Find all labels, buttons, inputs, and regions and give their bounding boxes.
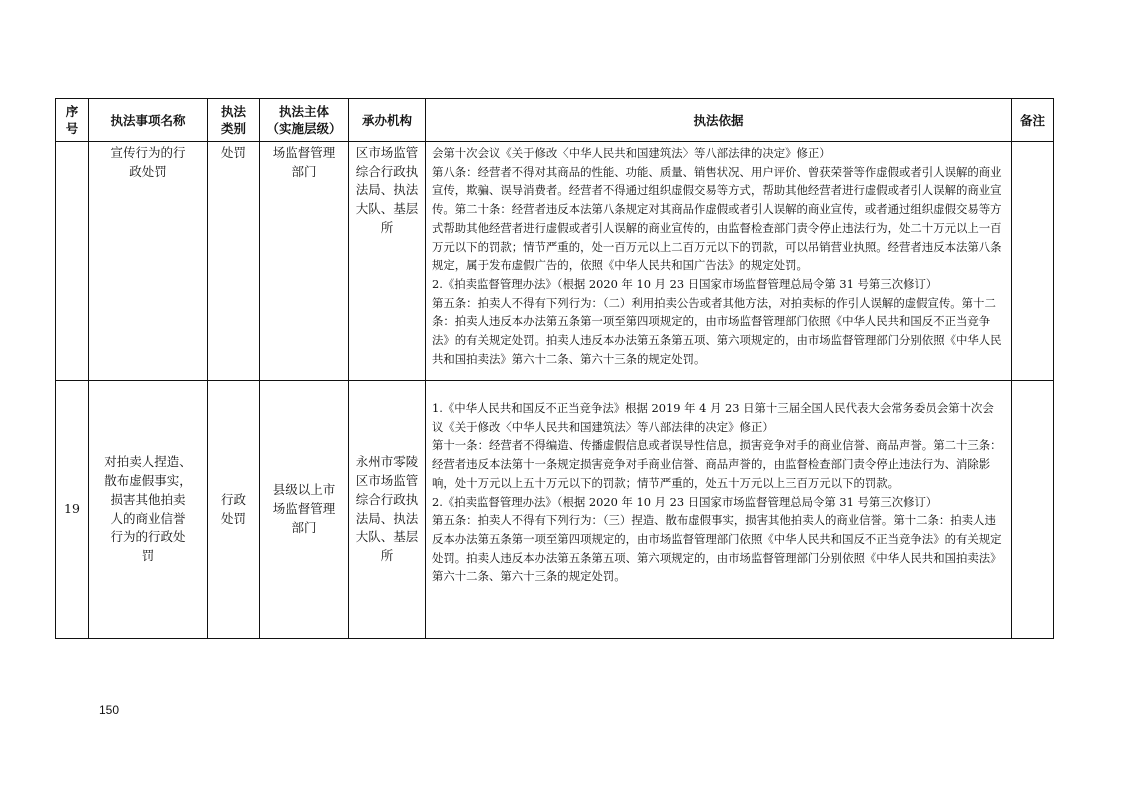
cell-subject xyxy=(260,381,349,639)
header-subject xyxy=(260,99,349,142)
cell-item-name-text: 对拍卖人捏造、 散布虚假事实， 损害其他拍卖 人的商业信誉 行为的行政处 罚 xyxy=(104,454,192,563)
table-row xyxy=(56,142,1054,381)
basis-paragraph: 第八条：经营者不得对其商品的性能、功能、质量、销售状况、用户评价、曾获荣誉等作虚假或者引人误解的商业宣传，欺骗、误导消费者。经营者不得通过组织虚假交易等方式，帮助其他经营者进行虚假或者引人误解的商业宣传。第二十条：经营者违反本法第八条规定对其商品作虚假或者引人误解的商业宣传，或者通过组织虚假交易等方式帮助其他经营者进行虚假或者引人误解的商业宣传的，由监督检查部门责令停止违法行为，处二十万元以上一百万元以下的罚款；情节严重的，处一百万元以上二百万元以下的罚款，可以吊销营业执照。经营者违反本法第八条规定，属于发布虚假广告的，依照《中华人民共和国广告法》的规定处罚。 xyxy=(432,164,1002,273)
cell-subject-text: 县级以上市 场监督管理 部门 xyxy=(272,482,336,535)
cell-remarks xyxy=(1012,142,1054,381)
header-item-name: 执法事项名称 xyxy=(89,99,208,142)
cell-item-name-text: 宣传行为的行 政处罚 xyxy=(110,145,186,179)
basis-paragraph: 第五条：拍卖人不得有下列行为：（二）利用拍卖公告或者其他方法，对拍卖标的作引人误解的虚假宣传。第十二条：拍卖人违反本办法第五条第一项至第四项规定的，由市场监督管理部门依照《中华人民共和国反不正当竞争法》的有关规定处罚。拍卖人违反本办法第五条第五项、第六项规定的，由市场监督管理部门分别依照《中华人民共和国拍卖法》第六十二条、第六十三条的规定处罚。 xyxy=(432,295,1002,366)
basis-paragraph: 2.《拍卖监督管理办法》（根据 2020 年 10 月 23 日国家市场监督管理总局令第 31 号第三次修订） xyxy=(432,494,938,509)
table-header-row xyxy=(56,99,1054,142)
table-row xyxy=(56,381,1054,639)
header-subject-line1: 执法主体 xyxy=(278,104,329,119)
header-remarks: 备注 xyxy=(1012,99,1054,142)
page-number: 150 xyxy=(99,703,120,717)
header-seq xyxy=(56,99,89,142)
cell-remarks xyxy=(1012,381,1054,639)
cell-basis xyxy=(426,142,1012,381)
cell-category xyxy=(208,381,260,639)
cell-agency xyxy=(349,381,426,639)
basis-paragraph: 1.《中华人民共和国反不正当竞争法》根据 2019 年 4 月 23 日第十三届全国人民代表大会常务委员会第十次会议《关于修改〈中华人民共和国建筑法〉等八部法律的决定》修正） xyxy=(432,401,994,434)
header-category-label: 执法类别 xyxy=(220,104,246,136)
header-basis: 执法依据 xyxy=(426,99,1012,142)
cell-category-text: 处罚 xyxy=(220,145,246,160)
cell-category-text: 行政 处罚 xyxy=(220,491,246,526)
header-agency: 承办机构 xyxy=(349,99,426,142)
cell-basis xyxy=(426,381,1012,639)
cell-item-name xyxy=(89,142,208,381)
cell-category xyxy=(208,142,260,381)
cell-subject-text: 场监督管理 部门 xyxy=(272,145,336,179)
cell-agency-text: 区市场监管 综合行政执 法局、执法 大队、基层 所 xyxy=(355,145,419,235)
cell-agency xyxy=(349,142,426,381)
cell-subject xyxy=(260,142,349,381)
basis-paragraph: 2.《拍卖监督管理办法》（根据 2020 年 10 月 23 日国家市场监督管理总局令第 31 号第三次修订） xyxy=(432,276,938,291)
enforcement-table xyxy=(55,98,1054,639)
cell-seq: 19 xyxy=(56,381,89,639)
header-category xyxy=(208,99,260,142)
basis-paragraph: 第五条：拍卖人不得有下列行为：（三）捏造、散布虚假事实，损害其他拍卖人的商业信誉。第十二条：拍卖人违反本办法第五条第一项至第四项规定的，由市场监督管理部门依照《中华人民共和国反不正当竞争法》的有关规定处罚。拍卖人违反本办法第五条第五项、第六项规定的，由市场监督管理部门分别依照《中华人民共和国拍卖法》第六十二条、第六十三条的规定处罚。 xyxy=(432,513,1002,584)
basis-paragraph: 第十一条：经营者不得编造、传播虚假信息或者误导性信息，损害竞争对手的商业信誉、商品声誉。第二十三条：经营者违反本法第十一条规定损害竞争对手商业信誉、商品声誉的，由监督检查部门责令停止违法行为、消除影响，处十万元以上五十万元以下的罚款；情节严重的，处五十万元以上三百万元以下的罚款。 xyxy=(432,438,1002,490)
basis-paragraph: 会第十次会议《关于修改〈中华人民共和国建筑法〉等八部法律的决定》修正） xyxy=(432,146,831,160)
cell-agency-text: 永州市零陵 区市场监管 综合行政执 法局、执法 大队、基层 所 xyxy=(355,454,419,563)
cell-item-name xyxy=(89,381,208,639)
cell-seq xyxy=(56,142,89,381)
header-subject-line2: （实施层级） xyxy=(266,121,342,136)
header-seq-label: 序号 xyxy=(65,104,79,136)
